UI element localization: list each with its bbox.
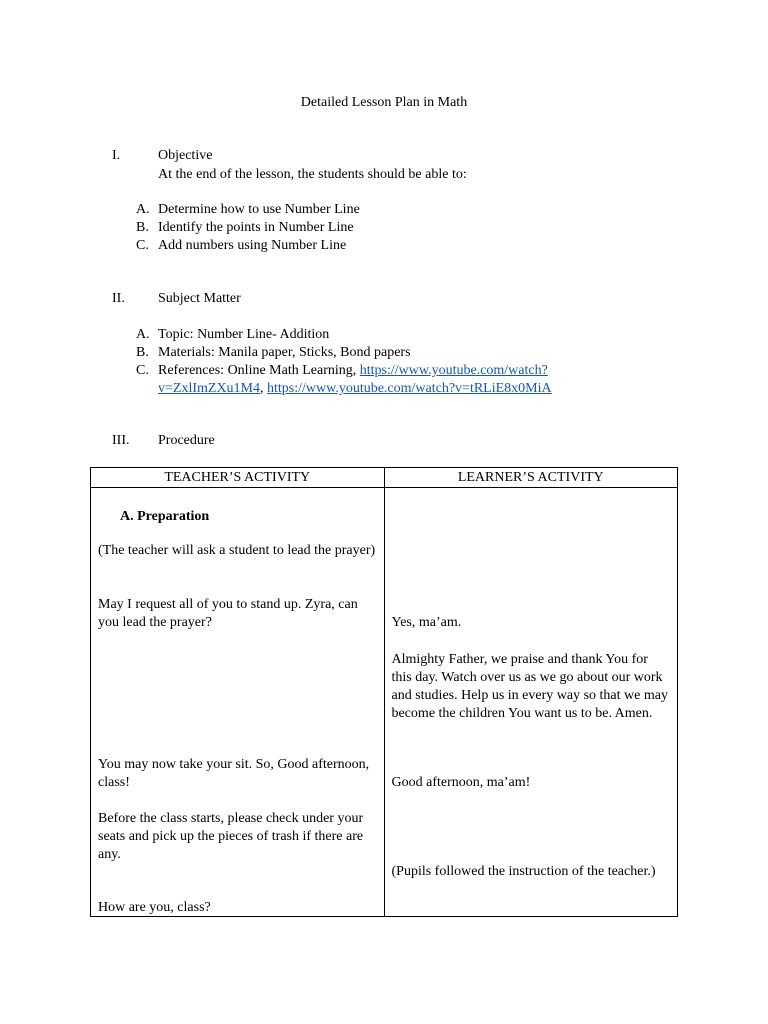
learner-activity-cell [384, 488, 678, 917]
learner-line-3: Good afternoon, ma’am! [391, 775, 531, 790]
subject-letter-b: B. [136, 345, 149, 360]
reference-link-1-continued[interactable]: v=ZxlImZXu1M4 [158, 381, 260, 396]
reference-link-1[interactable]: https://www.youtube.com/watch? [359, 363, 548, 378]
teacher-line-2: May I request all of you to stand up. Zyra, can you lead the prayer? [98, 597, 358, 630]
objective-letter-b: B. [136, 220, 149, 235]
section-number-procedure: III. [112, 433, 130, 448]
teacher-line-1: (The teacher will ask a student to lead the prayer) [98, 543, 376, 558]
objective-item-c: Add numbers using Number Line [158, 238, 347, 253]
teacher-line-5: How are you, class? [98, 900, 211, 915]
subject-item-references [158, 362, 548, 380]
header-learner-activity: LEARNER’S ACTIVITY [384, 468, 678, 488]
subject-letter-a: A. [136, 327, 150, 342]
section-number-objective: I. [112, 148, 121, 163]
teacher-activity-cell [91, 488, 385, 917]
document-title: Detailed Lesson Plan in Math [300, 95, 468, 110]
objective-item-b: Identify the points in Number Line [158, 220, 354, 235]
references-label: References: Online Math Learning, [158, 363, 360, 378]
reference-link-2[interactable]: https://www.youtube.com/watch?v=tRLiE8x0MiA [267, 381, 552, 396]
learner-line-1: Yes, ma’am. [391, 615, 462, 630]
section-heading-procedure: Procedure [158, 433, 215, 448]
objective-letter-a: A. [136, 202, 150, 217]
table-row [91, 488, 678, 917]
learner-line-4: (Pupils followed the instruction of the teacher.) [391, 864, 656, 879]
subject-item-topic: Topic: Number Line- Addition [158, 327, 330, 342]
objective-letter-c: C. [136, 238, 149, 253]
subject-letter-c: C. [136, 363, 149, 378]
learner-line-2: Almighty Father, we praise and thank You for this day. Watch over us as we go about our work and studies. Help us in every way so that we may become the children You want us to be. Amen. [391, 652, 668, 721]
table-header-row [91, 468, 678, 488]
section-number-subject: II. [112, 291, 125, 306]
teacher-line-3: You may now take your sit. So, Good afternoon, class! [98, 757, 370, 790]
reference-separator: , [260, 381, 267, 396]
section-heading-objective: Objective [158, 148, 213, 163]
teacher-line-4: Before the class starts, please check under your seats and pick up the pieces of trash if there are any. [98, 811, 364, 862]
procedure-table [90, 467, 678, 917]
subject-item-materials: Materials: Manila paper, Sticks, Bond papers [158, 345, 411, 360]
objective-intro: At the end of the lesson, the students should be able to: [158, 167, 467, 182]
references-line-2 [158, 380, 552, 398]
objective-item-a: Determine how to use Number Line [158, 202, 360, 217]
header-teacher-activity: TEACHER’S ACTIVITY [91, 468, 385, 488]
section-heading-subject: Subject Matter [158, 291, 241, 306]
preparation-heading: A. Preparation [120, 509, 210, 524]
